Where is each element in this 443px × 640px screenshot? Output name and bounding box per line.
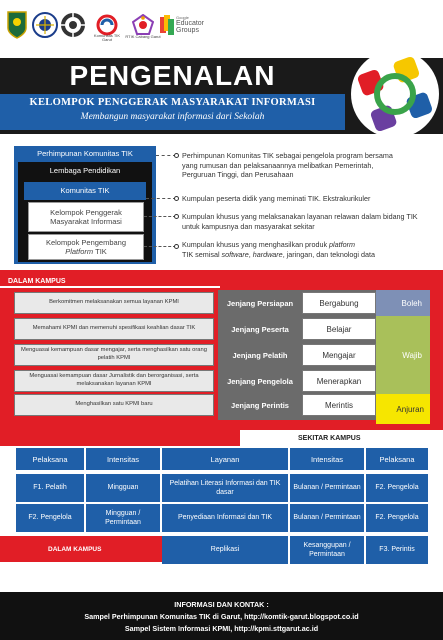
- table-cell: Mingguan: [86, 474, 160, 502]
- table-cell: Bulanan / Permintaan: [290, 504, 364, 532]
- level-name: Jenjang Perintis: [218, 394, 302, 416]
- komunitas-tik-garut-logo: [92, 8, 122, 42]
- connector-2: [146, 198, 176, 199]
- stt-logo: [60, 8, 86, 42]
- rtik-caption: RTIK Cabang Garut: [125, 34, 161, 39]
- desc4-part-g: , jaringan, dan teknologi data: [282, 249, 375, 259]
- table-cell: F2. Pengelola: [16, 504, 84, 532]
- table-cell: Pelatihan Literasi Informasi dan TIK dasar: [162, 474, 288, 502]
- page-tagline: Membangun masyarakat informasi dari Sekolah: [80, 112, 265, 122]
- sekitar-kampus-label: SEKITAR KAMPUS: [298, 435, 361, 442]
- connector-4: [144, 246, 176, 247]
- desc4-comma: ,: [248, 249, 251, 259]
- dalam-kampus-label: DALAM KAMPUS: [8, 278, 66, 285]
- level-komunitas: Komunitas TIK: [24, 182, 146, 200]
- table-cell: F3. Perintis: [366, 536, 428, 564]
- level-name: Jenjang Pengelola: [218, 370, 302, 392]
- bullet-1: [174, 153, 179, 158]
- table-header: Layanan: [162, 448, 288, 470]
- footer-heading: INFORMASI DAN KONTAK :: [174, 600, 269, 609]
- rtik-logo: [125, 8, 161, 42]
- bullet-2: [174, 196, 179, 201]
- table-header: Intensitas: [86, 448, 160, 470]
- level-kpmi: Kelompok Penggerak Masyarakat Informasi: [28, 202, 144, 232]
- level-pengembang: [28, 234, 144, 260]
- connector-3: [144, 216, 176, 217]
- page-subtitle: KELOMPOK PENGGERAK MASYARAKAT INFORMASI: [29, 97, 316, 108]
- table-cell: F1. Pelatih: [16, 474, 84, 502]
- connector-1: [156, 155, 176, 156]
- level-requirement: Menguasai kemampuan dasar mengajar, serta menghasilkan satu orang pelatih KPMI: [14, 344, 214, 366]
- university-logo: [32, 8, 58, 42]
- educator-label: Educator: [176, 20, 205, 27]
- level-requirement: Menghasilkan satu KPMI baru: [14, 394, 214, 416]
- level-verb: Merintis: [302, 394, 376, 416]
- desc4-part-a: Kumpulan khusus yang menghasilkan produk: [182, 240, 328, 249]
- kpmi-emblem-icon: [349, 48, 441, 140]
- table-cell: F2. Pengelola: [366, 474, 428, 502]
- tik-label: TIK: [95, 247, 107, 256]
- table-cell: Bulanan / Permintaan: [290, 474, 364, 502]
- bullet-3: [174, 214, 179, 219]
- level-verb: Bergabung: [302, 292, 376, 314]
- desc-komunitas: Kumpulan peserta didik yang meminati TIK. Ekstrakurikuler: [182, 194, 371, 203]
- level-name: Jenjang Pelatih: [218, 344, 302, 366]
- table-header: Pelaksana: [16, 448, 84, 470]
- desc-kpmi: Kumpulan khusus yang melaksanakan layanan relawan dalam bidang TIK untuk kampusnya dan masyarakat sekitar: [182, 212, 418, 231]
- level-requirement: Menguasai kemampuan dasar Jurnalistik dan berorganisasi, serta melaksanakan layanan KPMI: [14, 370, 214, 392]
- level-lembaga: Lembaga Pendidikan: [18, 162, 152, 180]
- red-divider: [0, 286, 220, 288]
- desc4-platform: platform: [329, 240, 356, 249]
- desc4-software: software: [221, 249, 249, 259]
- level-requirement: Memahami KPMI dan memenuhi spesifikasi keahlian dasar TIK: [14, 318, 214, 340]
- level-requirement: Berkomitmen melaksanakan semua layanan KPMI: [14, 292, 214, 314]
- table-header: Intensitas: [290, 448, 364, 470]
- status-anjuran: Anjuran: [376, 394, 430, 424]
- table-cell: Replikasi: [162, 536, 288, 564]
- level-verb: Mengajar: [302, 344, 376, 366]
- pengembang-line1: Kelompok Pengembang: [45, 237, 127, 247]
- komunitas-tik-caption: Komunitas TIK Garut: [93, 33, 121, 43]
- contact-footer: [0, 592, 443, 640]
- table-red-accent: [0, 430, 240, 446]
- google-educator-groups-logo: [160, 8, 210, 42]
- table-cell: Kesanggupan / Permintaan: [290, 536, 364, 564]
- bullet-4: [174, 244, 179, 249]
- page-title: PENGENALAN: [69, 60, 276, 91]
- google-label: Google: [176, 15, 189, 20]
- footer-line-1: Sampel Perhimpunan Komunitas TIK di Garut, http://komtik-garut.blogspot.co.id: [84, 612, 359, 621]
- level-perhimpunan: Perhimpunan Komunitas TIK: [14, 146, 156, 162]
- level-name: Jenjang Peserta: [218, 318, 302, 340]
- level-name: Jenjang Persiapan: [218, 292, 302, 314]
- dalam-kampus-label-2: DALAM KAMPUS: [48, 546, 102, 553]
- groups-label: Groups: [176, 27, 199, 34]
- level-verb: Menerapkan: [302, 370, 376, 392]
- status-wajib: Wajib: [376, 316, 430, 394]
- table-cell: Penyediaan Informasi dan TIK: [162, 504, 288, 532]
- table-cell: F2. Pengelola: [366, 504, 428, 532]
- desc-perhimpunan: Perhimpunan Komunitas TIK sebagai pengelola program bersama yang rumusan dan pelaksanaannya melibatkan Pemerintah, Perguruan Tinggi, dan Perusahaan: [182, 151, 393, 180]
- table-cell: Mingguan / Permintaan: [86, 504, 160, 532]
- garut-regency-logo: [6, 8, 28, 42]
- platform-italic: Platform: [65, 247, 94, 256]
- desc4-part-c: TIK semisal: [182, 249, 220, 259]
- table-header: Pelaksana: [366, 448, 428, 470]
- status-boleh: Boleh: [376, 290, 430, 316]
- level-verb: Belajar: [302, 318, 376, 340]
- desc4-hardware: hardware: [252, 249, 283, 259]
- footer-line-2: Sampel Sistem Informasi KPMI, http://kpmi.sttgarut.ac.id: [124, 624, 319, 633]
- pengembang-line2: [65, 247, 107, 256]
- desc-pengembang: [182, 240, 432, 259]
